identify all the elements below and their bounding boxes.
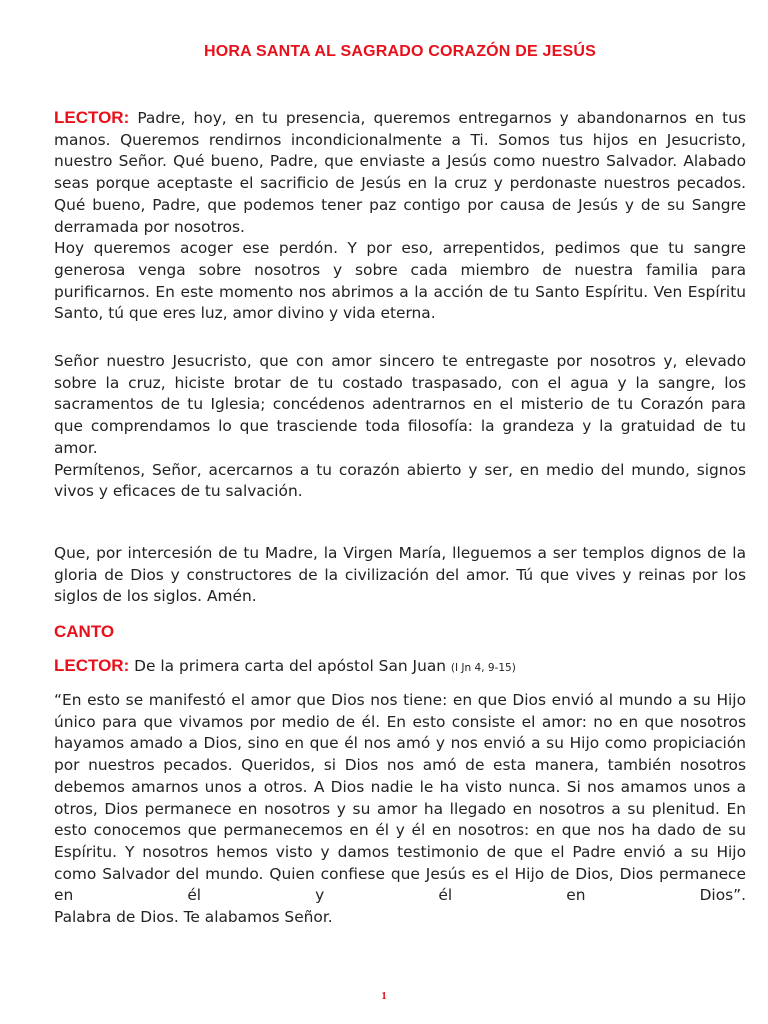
opening-prayer-paragraph-1 — [54, 107, 746, 238]
speaker-label: LECTOR: — [54, 108, 130, 127]
page-title: HORA SANTA AL SAGRADO CORAZÓN DE JESÚS — [204, 43, 596, 60]
opening-prayer — [54, 107, 746, 325]
reading-intro-text: De la primera carta del apóstol San Juan — [129, 657, 451, 675]
canto-heading: CANTO — [54, 622, 115, 641]
scripture-reading — [54, 690, 746, 929]
speaker-label: LECTOR: — [54, 656, 130, 675]
prayer-to-jesus-paragraph-1: Señor nuestro Jesucristo, que con amor sincero te entregaste por nosotros y, elevado sobre la cruz, hiciste brotar de tu costado traspasado, con el agua y la sangre, los sacramentos de tu Iglesia; concédenos adentrarnos en el misterio de tu Corazón para que comprendamos lo que trasciende toda filosofía: la grandeza y la gratuidad de tu amor. — [54, 352, 746, 457]
prayer-to-jesus-paragraph-2: Permítenos, Señor, acercarnos a tu corazón abierto y ser, en medio del mundo, signos vivos y eficaces de tu salvación. — [54, 460, 746, 501]
scripture-text: “En esto se manifestó el amor que Dios nos tiene: en que Dios envió al mundo a su Hijo único para que vivamos por medio de él. En esto consiste el amor: no en que nosotros hayamos amado a Dios, sino en que él nos amó y nos envió a su Hijo como propiciación por nuestros pecados. Queridos, si Dios nos amó de esta manera, también nosotros debemos amarnos unos a otros. A Dios nadie le ha visto nunca. Si nos amamos unos a otros, Dios permanece en nosotros y su amor ha llegado en nosotros a su plenitud. En esto conocemos que permanecemos en él y él en nosotros: en que nos ha dado de su Espíritu. Y nosotros hemos visto y damos testimonio de que el Padre envió a su Hijo como Salvador del mundo. Quien confiese que Jesús es el Hijo de Dios, Dios permanece en él y él en Dios”. — [54, 691, 746, 905]
opening-prayer-paragraph-2: Hoy queremos acoger ese perdón. Y por eso, arrepentidos, pedimos que tu sangre generosa venga sobre nosotros y sobre cada miembro de nuestra familia para purificarnos. En este momento nos abrimos a la acción de tu Santo Espíritu. Ven Espíritu Santo, tú que eres luz, amor divino y vida eterna. — [54, 239, 746, 323]
reading-intro — [54, 656, 746, 676]
prayer-to-jesus — [54, 351, 746, 503]
reading-closing: Palabra de Dios. Te alabamos Señor. — [54, 908, 333, 927]
scripture-reference: (I Jn 4, 9-15) — [450, 662, 516, 674]
opening-prayer-text-1: Padre, hoy, en tu presencia, queremos entregarnos y abandonarnos en tus manos. Queremos rendirnos incondicionalmente a Ti. Somos tus hijos en Jesucristo, nuestro Señor. Qué bueno, Padre, que enviaste a Jesús como nuestro Salvador. Alabado seas porque aceptaste el sacrificio de Jesús en la cruz y perdonaste nuestros pecados. Qué bueno, Padre, que podemos tener paz contigo por causa de Jesús y de su Sangre derramada por nosotros. — [54, 109, 746, 236]
intercession-prayer — [54, 543, 746, 608]
page-number: 1 — [381, 990, 387, 1002]
intercession-paragraph: Que, por intercesión de tu Madre, la Virgen María, lleguemos a ser templos dignos de la gloria de Dios y constructores de la civilización del amor. Tú que vives y reinas por los siglos de los siglos. Amén. — [54, 544, 746, 606]
